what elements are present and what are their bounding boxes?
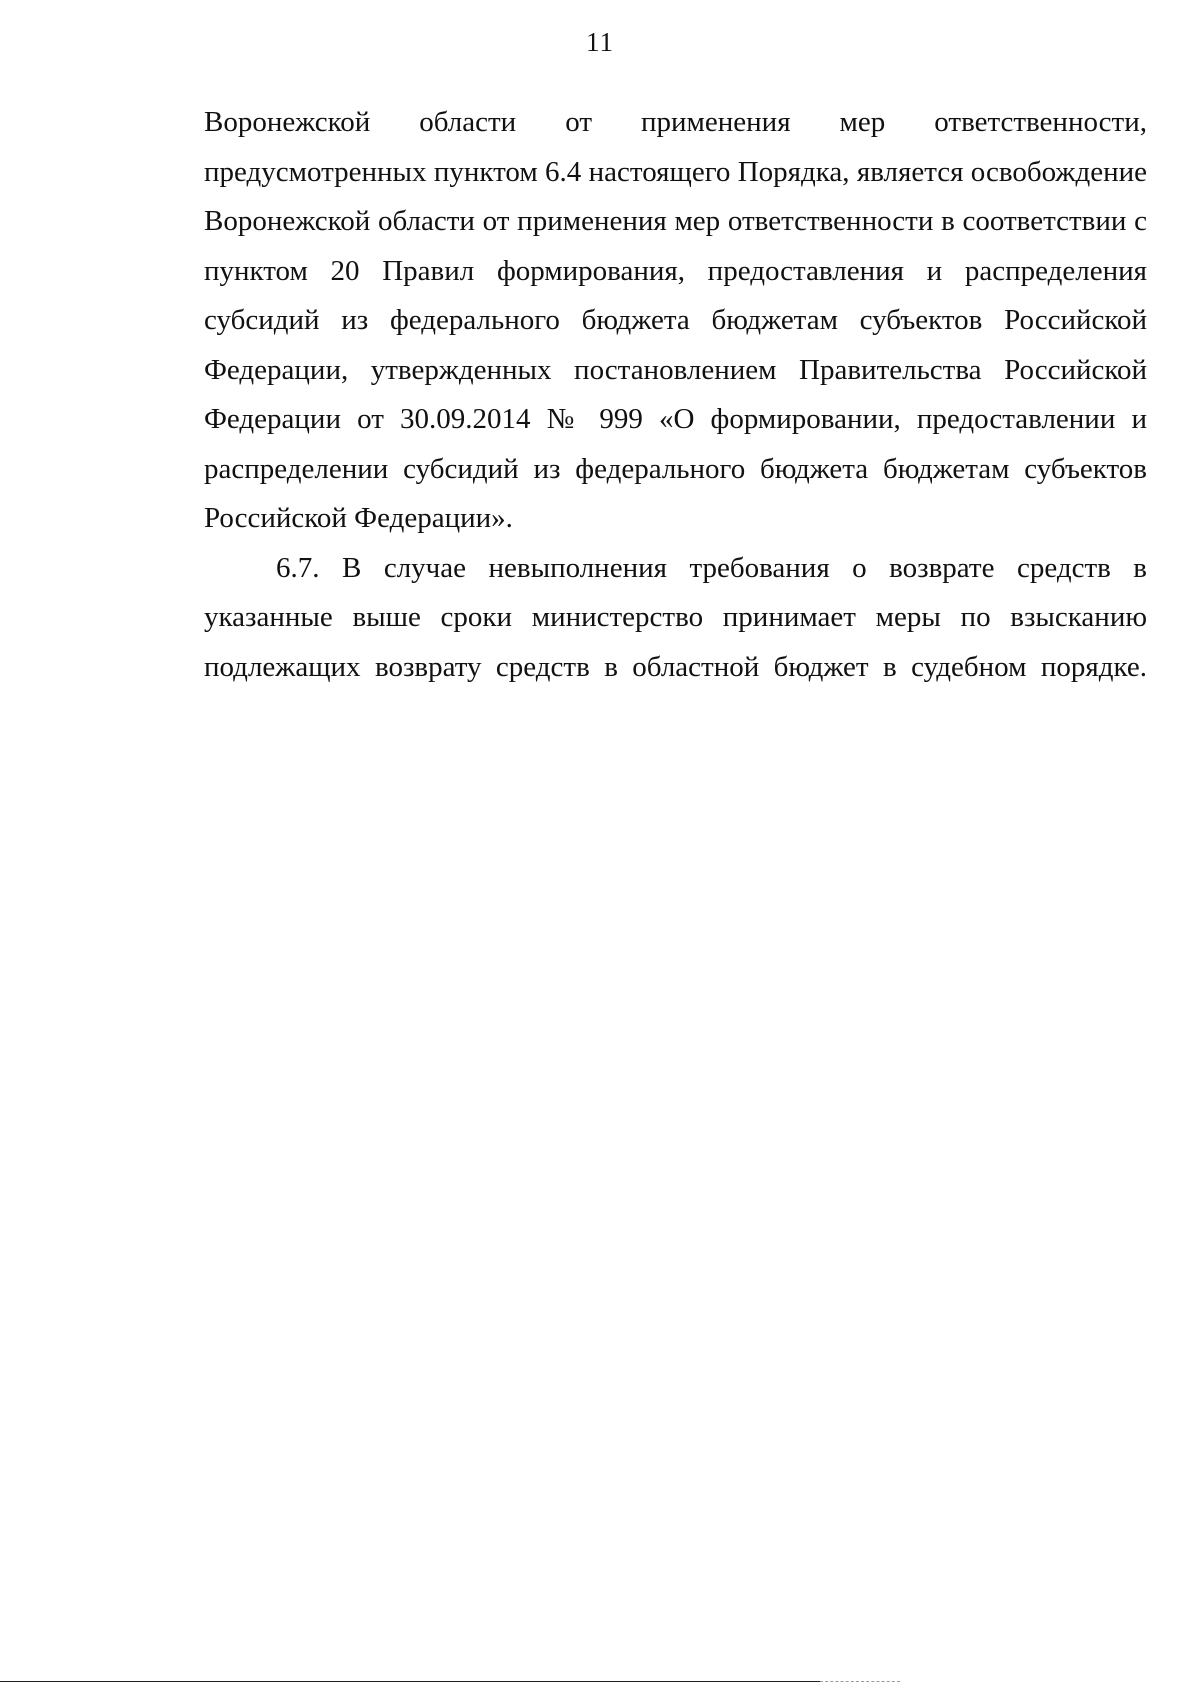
- document-body: [204, 98, 1147, 692]
- bottom-rule: [0, 1681, 820, 1682]
- bottom-rule-faint: [820, 1681, 900, 1682]
- page-number: 11: [586, 27, 614, 57]
- paragraph-6-7: 6.7. В случае невыполнения требования о возврате средств в указанные выше сроки министерство принимает меры по взысканию подлежащих возврату средств в областной бюджет в судебном порядке.: [204, 551, 1147, 683]
- paragraph-continuation: Воронежской области от применения мер ответственности, предусмотренных пунктом 6.4 настоящего Порядка, является освобождение Воронежской области от применения мер ответственности в соответствии с пунктом 20 Правил формирования, предоставления и распределения субсидий из федерального бюджета бюджетам субъектов Российской Федерации, утвержденных постановлением Правительства Российской Федерации от 30.09.2014 № 999 «О формировании, предоставлении и распределении субсидий из федерального бюджета бюджетам субъектов Российской Федерации».: [204, 106, 1147, 534]
